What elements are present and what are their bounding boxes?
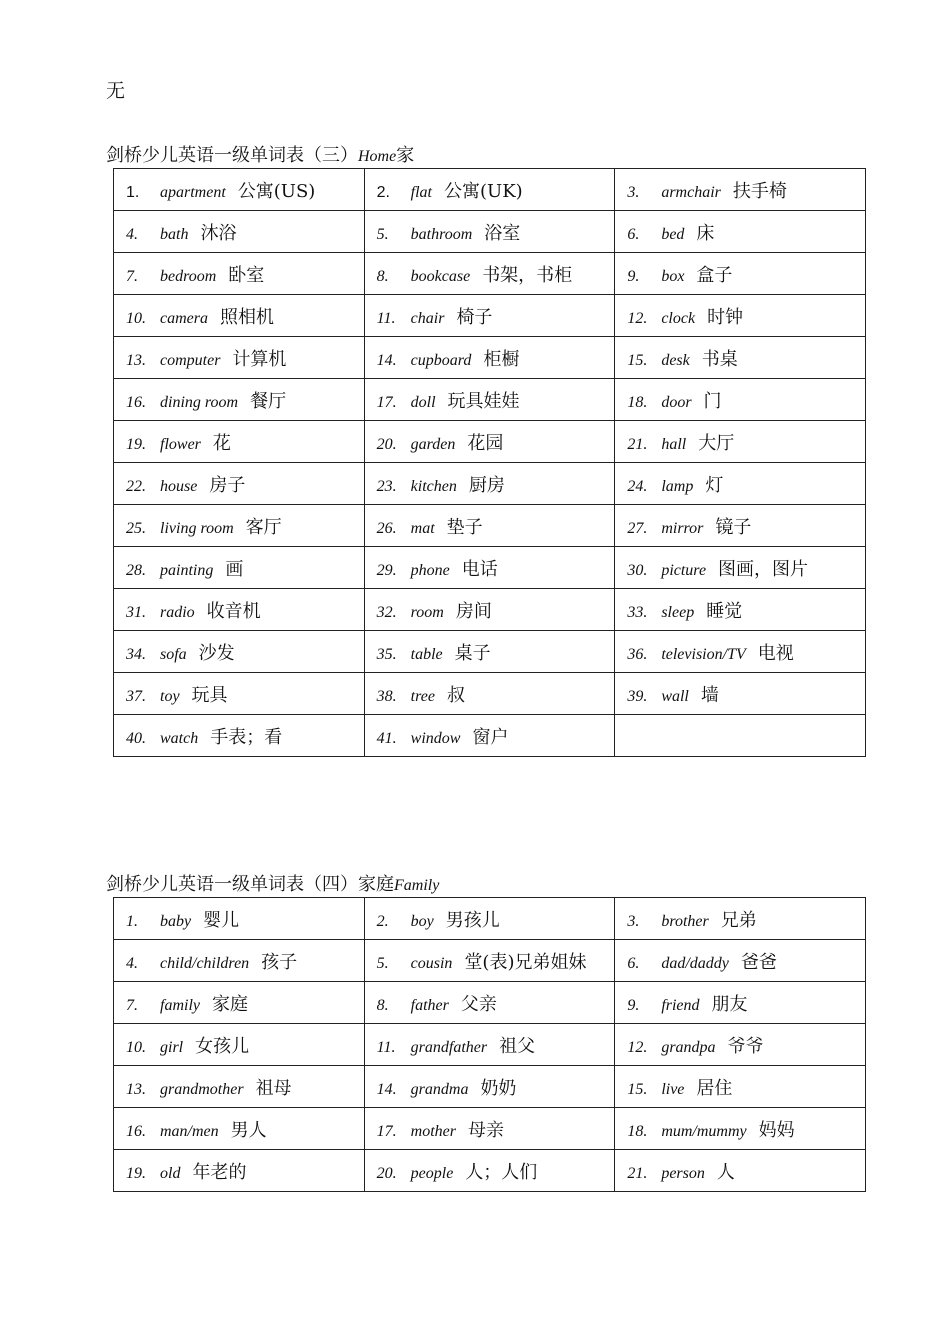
english-word: room [410,603,444,621]
vocab-cell [364,673,615,715]
item-number: 33. [627,603,648,621]
chinese-meaning: 母亲 [467,1119,504,1141]
item-number: 8. [376,267,389,285]
item-number: 18. [627,1122,648,1140]
chinese-meaning: 电视 [757,642,794,664]
english-word: brother [661,912,709,930]
item-number: 35. [376,645,397,663]
item-number: 36. [627,645,648,663]
english-word: grandma [410,1080,469,1098]
vocab-cell [615,673,866,715]
english-word: flat [410,183,432,201]
english-word: girl [160,1038,184,1056]
english-word: window [410,729,461,747]
chinese-meaning: 浴室 [484,222,521,244]
item-number: 4. [126,954,138,972]
vocab-cell [114,337,365,379]
english-word: television/TV [661,645,746,663]
item-number: 30. [627,561,648,579]
english-word: radio [160,603,195,621]
english-word: live [661,1080,685,1098]
chinese-meaning: 书架，书柜 [482,264,573,286]
item-number: 34. [126,645,146,663]
vocab-cell [114,421,365,463]
english-word: cupboard [410,351,472,369]
chinese-meaning: 书桌 [701,348,738,370]
item-number: 14. [376,351,397,369]
table-row [114,169,866,211]
english-word: grandpa [661,1038,716,1056]
english-word: flower [160,435,201,453]
item-number: 16. [126,393,146,411]
chinese-meaning: 年老的 [192,1161,247,1183]
vocab-cell [114,631,365,673]
section-title-zh: 剑桥少儿英语一级单词表（三） [106,145,358,166]
item-number: 15. [627,1080,648,1098]
vocab-cell [114,463,365,505]
chinese-meaning: 手表；看 [210,726,283,748]
chinese-meaning: 玩具 [191,684,228,706]
english-word: family [160,996,200,1014]
english-word: father [410,996,449,1014]
chinese-meaning: 门 [703,390,722,412]
chinese-meaning: 图画，图片 [718,558,809,580]
english-word: sofa [160,645,187,663]
chinese-meaning: 睡觉 [706,600,743,622]
item-number: 23. [376,477,397,495]
chinese-meaning: 孩子 [261,951,298,973]
chinese-meaning: 墙 [700,684,719,706]
vocab-cell [364,715,615,757]
english-word: hall [661,435,687,453]
english-word: tree [410,687,435,705]
chinese-meaning: 祖父 [499,1035,536,1057]
table-row [114,463,866,505]
vocab-cell [364,1066,615,1108]
chinese-meaning: 大厅 [698,432,735,454]
item-number: 21. [627,435,648,453]
vocab-cell [615,1024,866,1066]
item-number: 3. [627,912,640,930]
vocab-cell [364,253,615,295]
chinese-meaning: 堂(表)兄弟姐妹 [464,951,587,973]
item-number: 20. [376,435,397,453]
vocab-cell [364,169,615,211]
english-word: grandmother [160,1080,244,1098]
english-word: bookcase [410,267,471,285]
vocab-cell [114,1024,365,1066]
table-row [114,253,866,295]
vocab-cell [364,547,615,589]
item-number: 20. [376,1164,397,1182]
english-word: painting [160,561,214,579]
chinese-meaning: 收音机 [206,600,261,622]
table-row [114,589,866,631]
item-number: 1. [126,183,140,201]
english-word: boy [410,912,434,930]
vocab-cell [114,673,365,715]
table-row [114,673,866,715]
chinese-meaning: 照相机 [219,306,274,328]
item-number: 14. [376,1080,397,1098]
vocab-cell [364,940,615,982]
section-title-family [106,870,439,896]
item-number: 5. [376,225,389,243]
item-number: 37. [126,687,146,705]
chinese-meaning: 电话 [461,558,498,580]
chinese-meaning: 叔 [446,684,465,706]
item-number: 2. [376,912,389,930]
item-number: 11. [376,309,396,327]
vocab-cell [615,1108,866,1150]
vocab-cell [615,211,866,253]
english-word: house [160,477,198,495]
item-number: 11. [376,1038,396,1056]
chinese-meaning: 女孩儿 [195,1035,250,1057]
item-number: 9. [627,996,640,1014]
vocab-cell [364,1024,615,1066]
english-word: people [410,1164,454,1182]
chinese-meaning: 客厅 [245,516,282,538]
item-number: 13. [126,351,146,369]
item-number: 26. [376,519,397,537]
chinese-meaning: 男孩儿 [445,909,500,931]
vocab-cell [615,982,866,1024]
table-row [114,421,866,463]
table-row [114,1066,866,1108]
vocab-cell [615,631,866,673]
vocab-cell [364,589,615,631]
english-word: door [661,393,692,411]
vocab-cell [364,631,615,673]
chinese-meaning: 厨房 [468,474,505,496]
chinese-meaning: 居住 [696,1077,733,1099]
item-number: 7. [126,996,138,1014]
item-number: 2. [376,183,390,201]
table-row [114,211,866,253]
item-number: 12. [627,309,648,327]
chinese-meaning: 爸爸 [740,951,777,973]
chinese-meaning: 花 [212,432,231,454]
vocab-cell [114,1150,365,1192]
chinese-meaning: 家庭 [212,993,248,1015]
english-word: living room [160,519,234,537]
english-word: apartment [160,183,226,201]
item-number: 3. [627,183,640,201]
chinese-meaning: 垫子 [446,516,483,538]
vocab-cell [615,337,866,379]
item-number: 19. [126,1164,146,1182]
item-number: 32. [376,603,397,621]
chinese-meaning: 灯 [705,474,724,496]
item-number: 21. [627,1164,648,1182]
chinese-meaning: 桌子 [454,642,491,664]
vocab-table-home [113,168,866,757]
chinese-meaning: 房子 [209,474,246,496]
english-word: bed [661,225,685,243]
section-title-zh: 剑桥少儿英语一级单词表（四）家庭 [106,874,394,895]
item-number: 22. [126,477,146,495]
vocab-cell [615,421,866,463]
item-number: 1. [126,912,138,930]
vocab-cell [615,1150,866,1192]
english-word: friend [661,996,700,1014]
vocab-cell [364,211,615,253]
table-row [114,715,866,757]
vocab-cell [364,337,615,379]
chinese-meaning: 餐厅 [250,390,287,412]
chinese-meaning: 盒子 [696,264,733,286]
vocab-cell [615,1066,866,1108]
vocab-cell [615,547,866,589]
vocab-cell [615,589,866,631]
vocab-cell [114,547,365,589]
english-word: doll [410,393,436,411]
chinese-meaning: 时钟 [707,306,744,328]
item-number: 31. [126,603,146,621]
vocab-cell [114,589,365,631]
item-number: 8. [376,996,389,1014]
section-title-en: Home [358,148,397,165]
vocab-cell [114,940,365,982]
section-title-zh-tail: 家 [396,145,415,166]
item-number: 41. [376,729,397,747]
english-word: person [661,1164,705,1182]
item-number: 25. [126,519,146,537]
table-row [114,940,866,982]
english-word: bathroom [410,225,473,243]
vocab-cell [114,505,365,547]
table-row [114,982,866,1024]
english-word: phone [410,561,450,579]
vocab-cell [114,169,365,211]
header-word: 无 [106,80,126,102]
vocab-cell [114,1066,365,1108]
item-number: 10. [126,309,146,327]
english-word: sleep [661,603,695,621]
chinese-meaning: 婴儿 [203,909,240,931]
chinese-meaning: 卧室 [228,264,265,286]
english-word: table [410,645,443,663]
vocab-table-family [113,897,866,1192]
vocab-cell [364,982,615,1024]
item-number: 7. [126,267,138,285]
vocab-cell [615,463,866,505]
chinese-meaning: 扶手椅 [732,180,787,202]
chinese-meaning: 椅子 [456,306,493,328]
chinese-meaning: 沙发 [198,642,235,664]
vocab-cell [615,295,866,337]
chinese-meaning: 男人 [230,1119,267,1141]
item-number: 40. [126,729,146,747]
item-number: 28. [126,561,146,579]
item-number: 16. [126,1122,146,1140]
chinese-meaning: 兄弟 [720,909,757,931]
vocab-cell [364,379,615,421]
english-word: mother [410,1122,456,1140]
vocab-cell [615,379,866,421]
chinese-meaning: 祖母 [255,1077,292,1099]
table-row [114,1024,866,1066]
chinese-meaning: 计算机 [232,348,287,370]
item-number: 4. [126,225,138,243]
english-word: garden [410,435,456,453]
item-number: 38. [376,687,397,705]
table-row [114,505,866,547]
english-word: kitchen [410,477,457,495]
chinese-meaning: 奶奶 [480,1077,517,1099]
english-word: bedroom [160,267,217,285]
table-row [114,295,866,337]
chinese-meaning: 画 [225,558,244,580]
item-number: 15. [627,351,648,369]
item-number: 10. [126,1038,146,1056]
chinese-meaning: 公寓(UK) [444,180,523,202]
vocab-cell [615,715,866,757]
chinese-meaning: 爷爷 [727,1035,764,1057]
vocab-cell [615,169,866,211]
vocab-cell [114,898,365,940]
english-word: bath [160,225,189,243]
english-word: old [160,1164,181,1182]
item-number: 24. [627,477,648,495]
english-word: mat [410,519,435,537]
item-number: 6. [627,954,640,972]
vocab-cell [114,982,365,1024]
vocab-cell [615,898,866,940]
chinese-meaning: 房间 [455,600,492,622]
english-word: toy [160,687,180,705]
english-word: child/children [160,954,250,972]
english-word: watch [160,729,199,747]
vocab-cell [114,295,365,337]
table-row [114,337,866,379]
english-word: armchair [661,183,721,201]
table-row [114,547,866,589]
chinese-meaning: 玩具娃娃 [447,390,520,412]
vocab-cell [364,898,615,940]
item-number: 6. [627,225,640,243]
english-word: cousin [410,954,453,972]
vocab-cell [114,1108,365,1150]
vocab-cell [364,463,615,505]
english-word: grandfather [410,1038,488,1056]
item-number: 39. [627,687,648,705]
item-number: 29. [376,561,397,579]
item-number: 13. [126,1080,146,1098]
vocab-cell [114,715,365,757]
english-word: camera [160,309,208,327]
chinese-meaning: 朋友 [711,993,748,1015]
english-word: baby [160,912,192,930]
vocab-cell [364,1108,615,1150]
vocab-cell [114,379,365,421]
chinese-meaning: 沐浴 [200,222,237,244]
item-number: 27. [627,519,648,537]
item-number: 5. [376,954,389,972]
section-title-en: Family [394,877,440,894]
vocab-cell [364,295,615,337]
section-title-home [106,141,414,167]
item-number: 17. [376,393,397,411]
english-word: picture [661,561,707,579]
english-word: mum/mummy [661,1122,747,1140]
chinese-meaning: 人；人们 [465,1161,538,1183]
english-word: clock [661,309,696,327]
chinese-meaning: 窗户 [472,726,509,748]
item-number: 19. [126,435,146,453]
table-row [114,898,866,940]
chinese-meaning: 柜橱 [483,348,520,370]
chinese-meaning: 花园 [467,432,504,454]
table-row [114,379,866,421]
vocab-cell [615,940,866,982]
chinese-meaning: 父亲 [460,993,497,1015]
chinese-meaning: 公寓(US) [237,180,316,202]
english-word: chair [410,309,445,327]
item-number: 17. [376,1122,397,1140]
english-word: dining room [160,393,239,411]
vocab-cell [364,1150,615,1192]
vocab-cell [114,253,365,295]
english-word: lamp [661,477,694,495]
english-word: wall [661,687,689,705]
vocab-cell [615,505,866,547]
chinese-meaning: 床 [696,222,715,244]
vocab-cell [364,505,615,547]
chinese-meaning: 镜子 [715,516,752,538]
item-number: 18. [627,393,648,411]
vocab-cell [364,421,615,463]
table-row [114,631,866,673]
vocab-cell [114,211,365,253]
table-row [114,1108,866,1150]
english-word: box [661,267,685,285]
vocab-cell [615,253,866,295]
item-number: 12. [627,1038,648,1056]
english-word: computer [160,351,221,369]
table-row [114,1150,866,1192]
item-number: 9. [627,267,640,285]
english-word: dad/daddy [661,954,729,972]
english-word: mirror [661,519,704,537]
english-word: man/men [160,1122,219,1140]
chinese-meaning: 人 [716,1161,735,1183]
english-word: desk [661,351,690,369]
chinese-meaning: 妈妈 [758,1119,795,1141]
